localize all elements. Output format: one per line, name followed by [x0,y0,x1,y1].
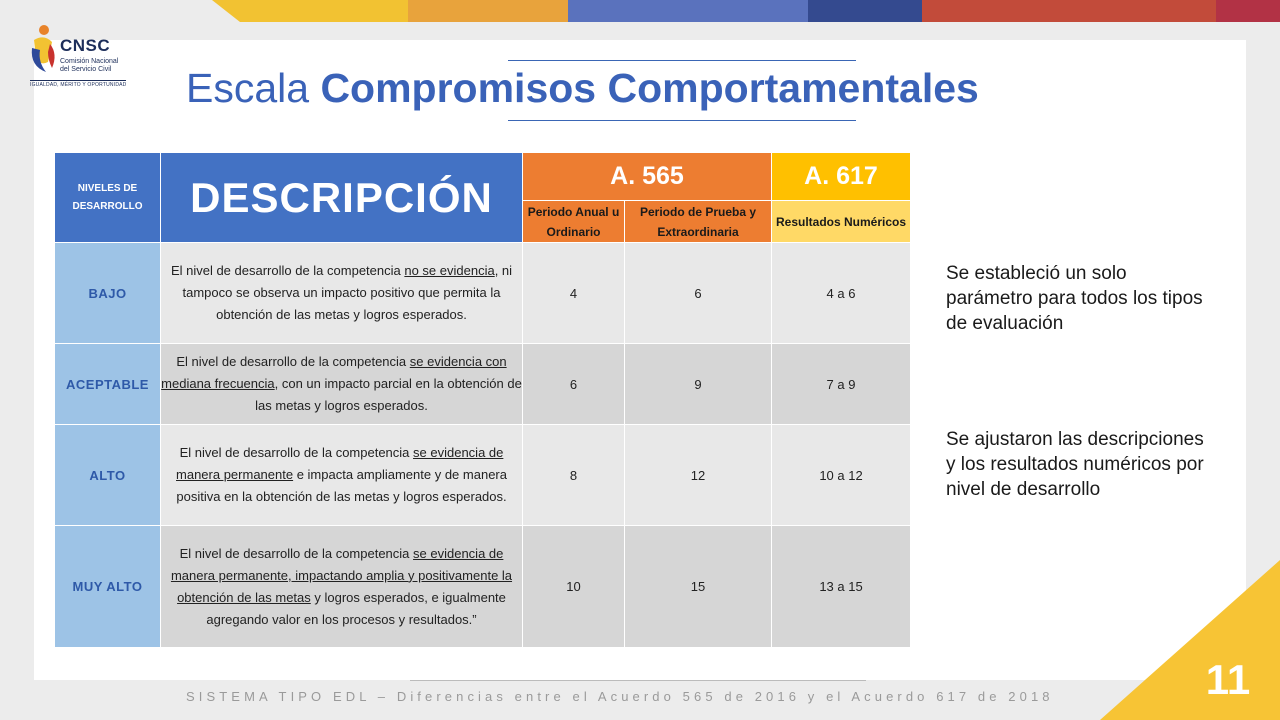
stripe-segment [808,0,922,22]
resultados-value: 10 a 12 [772,425,911,526]
logo-motto: IGUALDAD, MÉRITO Y OPORTUNIDAD [30,82,127,88]
level-cell: ALTO [55,425,161,526]
table-row [55,425,911,526]
behavioral-scale-table [54,152,911,648]
stripe-corner-triangle [212,0,240,22]
description-underlined: se evidencia con mediana frecuencia [161,354,507,391]
table-row [55,243,911,344]
stripe-segment [1216,0,1280,22]
title-bold: Compromisos Comportamentales [320,65,979,111]
prueba-value: 6 [625,243,772,344]
header-niveles: NIVELES DE DESARROLLO [55,153,161,243]
description-text: y logros esperados, e igualmente agregando valor en los procesos y resultados.” [206,589,506,627]
logo-figure-icon [28,22,62,80]
prueba-value: 9 [625,344,772,425]
title-light: Escala [186,65,321,111]
header-a617: A. 617 [772,153,911,201]
description-underlined: se evidencia de manera permanente [176,445,504,482]
page-number: 11 [1205,656,1251,703]
description-underlined: se evidencia de manera permanente, impactando amplia y positivamente la obtención de las metas [170,545,513,605]
table-header-row [55,153,911,201]
resultados-value: 13 a 15 [772,526,911,648]
stripe-segment [922,0,1216,22]
logo-wordmark: CNSC [60,36,111,55]
footer-text: SISTEMA TIPO EDL – Diferencias entre el Acuerdo 565 de 2016 y el Acuerdo 617 de 2018 [186,689,1054,704]
stripe-segment [408,0,568,22]
level-cell: ACEPTABLE [55,344,161,425]
prueba-value: 15 [625,526,772,648]
anual-value: 6 [523,344,625,425]
resultados-value: 7 a 9 [772,344,911,425]
note-adjusted-descriptions: Se ajustaron las descripciones y los resultados numéricos por nivel de desarrollo [946,429,1204,500]
description-cell [161,526,523,648]
description-text: El nivel de desarrollo de la competencia [179,545,414,561]
table-row [55,526,911,648]
description-text: , con un impacto parcial en la obtención de las metas y logros esperados. [255,376,522,413]
header-a565: A. 565 [523,153,772,201]
anual-value: 8 [523,425,625,526]
anual-value: 4 [523,243,625,344]
note-single-parameter: Se estableció un solo parámetro para todos los tipos de evaluación [946,263,1203,334]
description-text: , ni tampoco se observa un impacto positivo que permita la obtención de las metas y logros esperados. [182,263,513,322]
description-text: e impacta ampliamente y de manera positiva en la obtención de las metas y logros esperados. [176,467,507,504]
title-rule-bottom [508,120,856,121]
description-cell [161,344,523,425]
stripe-segment [240,0,408,22]
description-cell [161,243,523,344]
level-cell: MUY ALTO [55,526,161,648]
prueba-value: 12 [625,425,772,526]
subheader-periodo-prueba: Periodo de Prueba y Extraordinaria [625,201,772,243]
top-color-stripe [0,0,1280,22]
footer-rule [410,680,866,681]
header-descripcion: DESCRIPCIÓN [161,153,523,243]
logo-line-1: Comisión Nacional [60,58,119,65]
subheader-periodo-anual: Periodo Anual u Ordinario [523,201,625,243]
title-rule-top [508,60,856,61]
logo-line-2: del Servicio Civil [60,66,112,73]
description-text: El nivel de desarrollo de la competencia [170,263,405,278]
cnsc-logo [28,22,128,90]
description-underlined: no se evidencia [404,263,495,278]
anual-value: 10 [523,526,625,648]
description-cell [161,425,523,526]
description-text: El nivel de desarrollo de la competencia [176,354,410,369]
stripe-segment [568,0,808,22]
table-row [55,344,911,425]
page-title [186,64,1146,114]
level-cell: BAJO [55,243,161,344]
description-text: El nivel de desarrollo de la competencia [179,445,414,460]
subheader-resultados: Resultados Numéricos [772,201,911,243]
resultados-value: 4 a 6 [772,243,911,344]
